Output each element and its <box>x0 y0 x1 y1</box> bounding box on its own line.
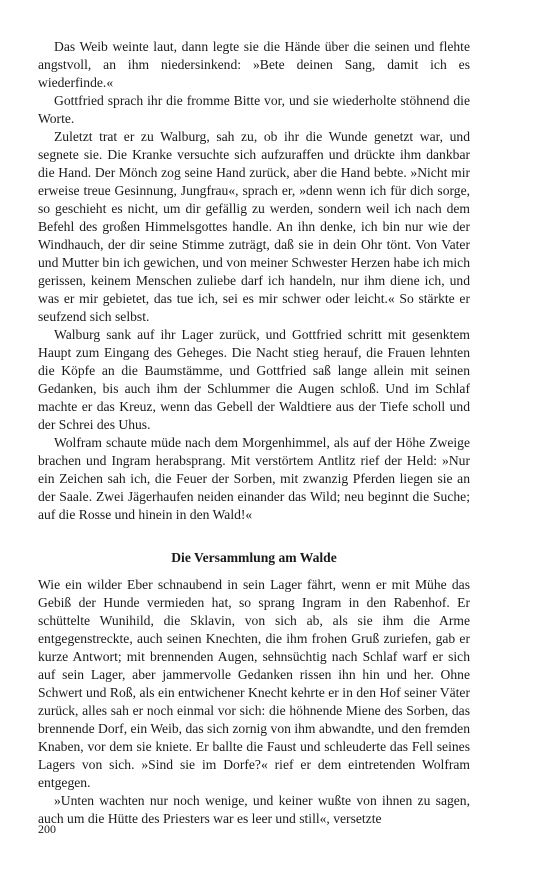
paragraph: Wolfram schaute müde nach dem Morgenhimmel, als auf der Höhe Zweige brachen und Ingram herabsprang. Mit verstörtem Antlitz rief der Held: »Nur ein Zeichen sah ich, die Feuer der Sorben, mit zwanzig Pferden liegen sie an der Saale. Zwei Jägerhaufen neiden einander das Wild; neu beginnt die Suche; auf die Rosse und hinein in den Wald!« <box>38 435 470 522</box>
paragraph: Gottfried sprach ihr die fromme Bitte vor, und sie wiederholte stöhnend die Worte. <box>38 93 470 126</box>
section-heading: Die Versammlung am Walde <box>171 550 337 565</box>
paragraph: »Unten wachten nur noch wenige, und keiner wußte von ihnen zu sagen, auch um die Hütte des Priesters war es leer und still«, versetzte <box>38 793 470 826</box>
paragraph: Wie ein wilder Eber schnaubend in sein Lager fährt, wenn er mit Mühe das Gebiß der Hunde vermieden hat, so sprang Ingram in den Rabenhof. Er schüttelte Wunihild, die Sklavin, von sich ab, als sie ihm die Arme entgegenstreckte, auch seinen Knechten, die ihm frohen Gruß zuriefen, gab er kurze Antwort; mit brennenden Augen, sehnsüchtig nach Schlaf warf er sich auf sein Lager, aber jammervolle Gedanken rissen ihn hin und her. Ohne Schwert und Roß, als ein entwichener Knecht kehrte er in den Hof seiner Väter zurück, alles sah er noch einmal vor sich: die höhnende Miene des Sorben, das brennende Dorf, ein Weib, das sich zornig von ihm abwandte, und den fremden Knaben, vor dem sie kniete. Er ballte die Faust und schleuderte das Fell seines Lagers von sich. »Sind sie im Dorfe?« rief er dem eintretenden Wolfram entgegen. <box>38 577 470 790</box>
book-page <box>38 38 470 828</box>
paragraph: Zuletzt trat er zu Walburg, sah zu, ob ihr die Wunde genetzt war, und segnete sie. Die Kranke versuchte sich aufzuraffen und drückte ihm dankbar die Hand. Der Mönch zog seine Hand zurück, aber die Hand bebte. »Nicht mir erweise treue Gesinnung, Jungfrau«, sprach er, »denn wenn ich für dich sorge, so geschieht es nicht, um dir gefällig zu werden, sondern weil ich nach dem Befehl des großen Himmelsgottes handle. An ihn denke, ich bin nur wie der Windhauch, der dir seine Stimme zuträgt, daß sie in dein Ohr tönt. Von Vater und Mutter bin ich gewichen, und von meiner Schwester Herzen habe ich mich gerissen, keinem Menschen zuliebe darf ich handeln, nur ihm diene ich, und was er mir gebietet, das tue ich, sei es mir schwer oder leicht.« So stärkte er seufzend sich selbst. <box>38 129 470 324</box>
paragraph: Walburg sank auf ihr Lager zurück, und Gottfried schritt mit gesenktem Haupt zum Eingang des Geheges. Die Nacht stieg herauf, die Frauen lehnten die Köpfe an die Baumstämme, und Gottfried saß lange allein mit seinen Gedanken, bis auch ihm der Schlummer die Augen schloß. Und im Schlaf machte er das Kreuz, wenn das Gebell der Waldtiere aus der Tiefe scholl und der Schrei des Uhus. <box>38 327 470 432</box>
page-number: 200 <box>38 822 56 836</box>
paragraph: Das Weib weinte laut, dann legte sie die Hände über die seinen und flehte angstvoll, an ihm niedersinkend: »Bete deinen Sang, damit ich es wiederfinde.« <box>38 39 470 90</box>
